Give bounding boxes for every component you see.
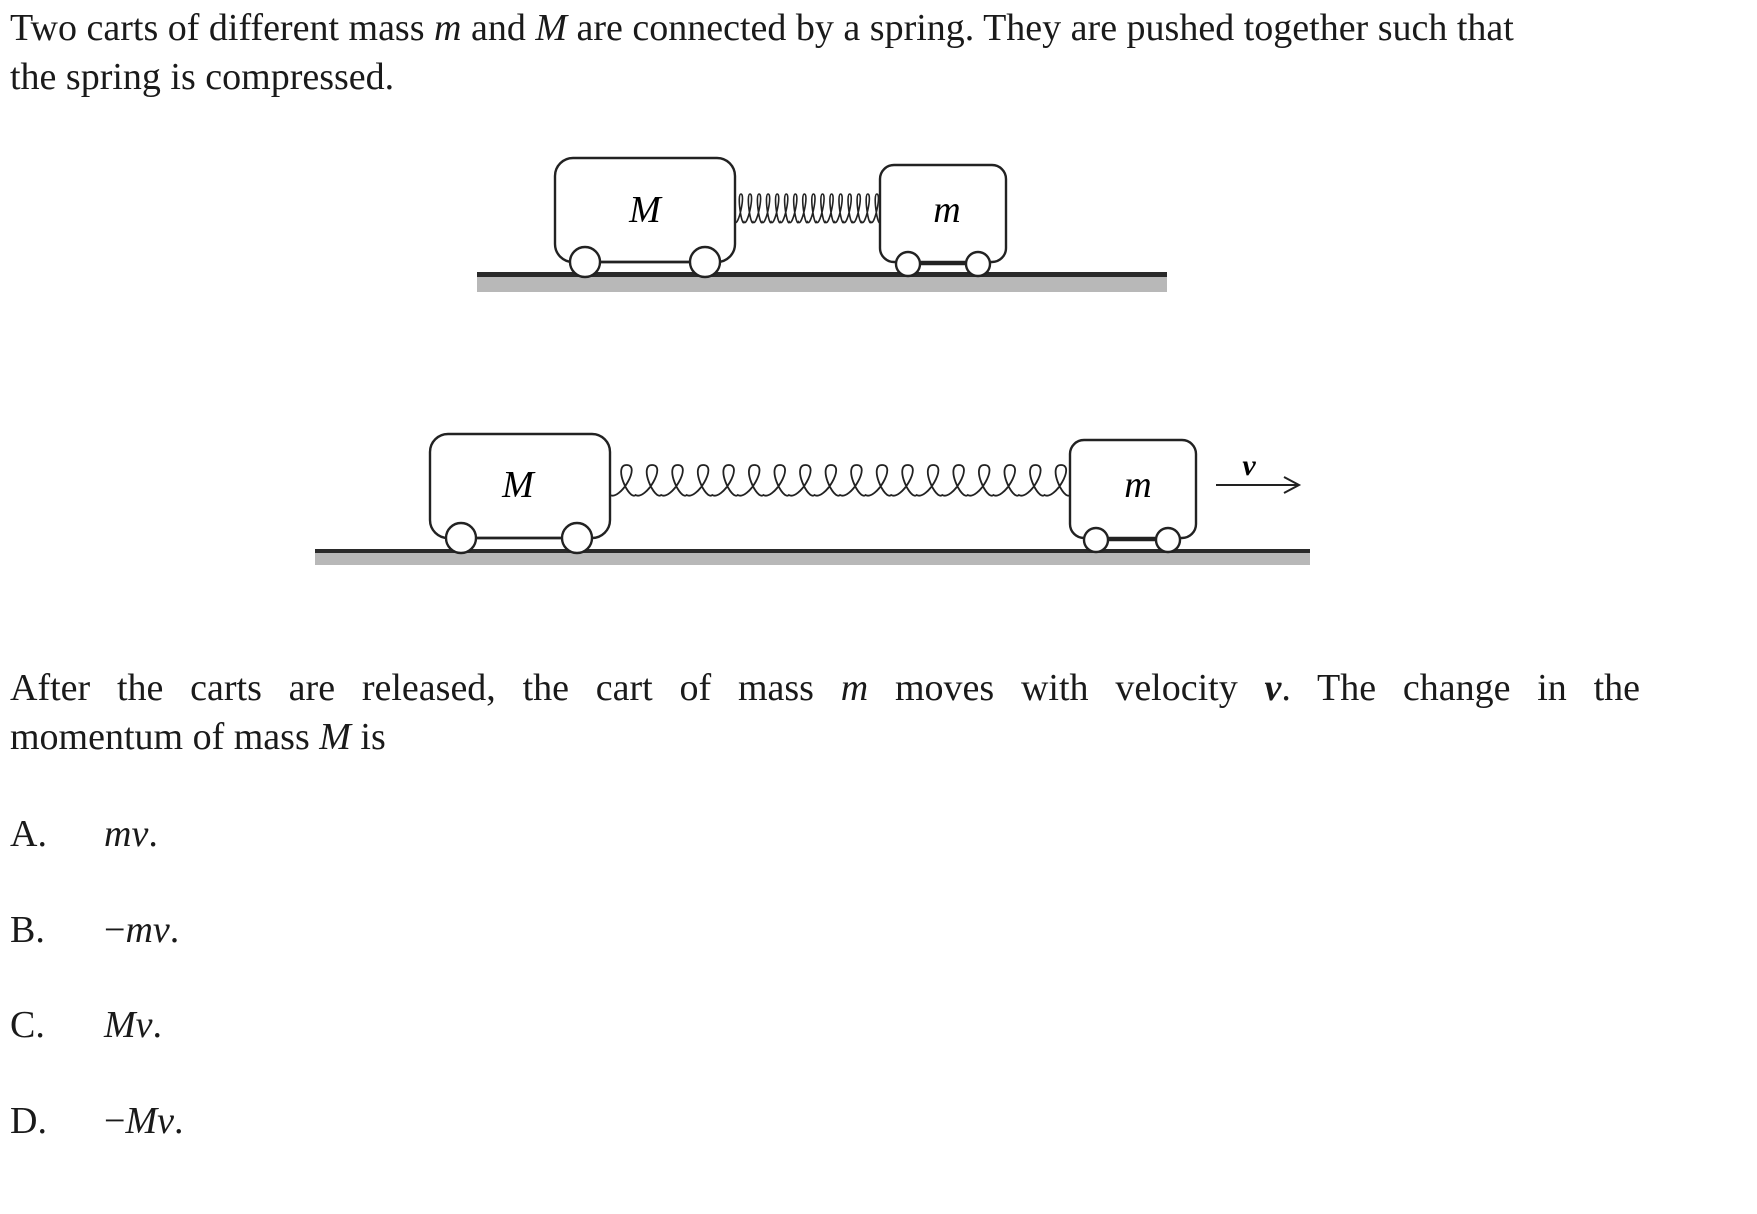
symbol-m: m [434,7,462,49]
choice-expression: mv [104,813,149,855]
choice-letter: A. [10,813,47,855]
choice-expression: mv [125,909,170,951]
wheel-icon [690,247,720,277]
choice-period: . [169,909,180,951]
wheel-icon [570,247,600,277]
bottom-cart-M-label: M [502,464,534,506]
bottom-cart-M [430,434,610,553]
symbol-M: M [319,716,351,758]
velocity-arrow [1216,449,1299,493]
bottom-floor-shadow [315,553,1310,565]
intro-text: and [461,7,536,49]
symbol-m: m [840,667,869,709]
bottom-scene [315,434,1310,565]
wheel-icon [966,252,990,276]
top-cart-m-label: m [933,189,961,231]
top-cart-M-label: M [629,189,661,231]
top-floor-shadow [477,277,1167,292]
choice-letter: C. [10,1004,45,1046]
bottom-cart-m [1070,440,1196,552]
intro-text: Two carts of different mass [10,7,435,49]
stem-text: After the carts are released, the cart of mass [10,667,841,709]
stem-line-2 [10,713,1640,762]
wheel-icon [896,252,920,276]
stem-text: momentum of mass [10,716,320,758]
intro-line-2: the spring is compressed. [10,56,395,98]
wheel-icon [1084,528,1108,552]
wheel-icon [562,523,592,553]
stem-text: . The change in the [1281,667,1640,709]
choice-answer [104,1003,162,1047]
top-scene [477,158,1167,292]
choice-expression: Mv [125,1100,174,1142]
stem-text: is [350,716,386,758]
choice-sign: − [104,1100,126,1142]
choice-answer [104,1099,183,1143]
top-cart-M [555,158,735,277]
choice-answer [104,812,158,856]
bottom-cart-m-label: m [1124,464,1152,506]
choice-letter: D. [10,1100,47,1142]
choice-period: . [152,1004,163,1046]
symbol-M: M [535,7,567,49]
stem-line-1 [10,664,1640,713]
compressed-spring [735,194,880,223]
choice-letter: B. [10,909,45,951]
stem-text: moves with velocity [868,667,1265,709]
wheel-icon [1156,528,1180,552]
choice-answer [104,908,179,952]
extended-spring [610,465,1070,496]
top-cart-m [880,165,1006,276]
symbol-v: v [1264,667,1282,709]
choice-expression: Mv [104,1004,153,1046]
choice-period: . [148,813,158,855]
choice-sign: − [104,909,126,951]
velocity-label: v [1242,449,1256,482]
question-stem [10,664,1640,762]
intro-text: are connected by a spring. They are pushed together such that [567,7,1514,49]
choice-period: . [173,1100,184,1142]
wheel-icon [446,523,476,553]
